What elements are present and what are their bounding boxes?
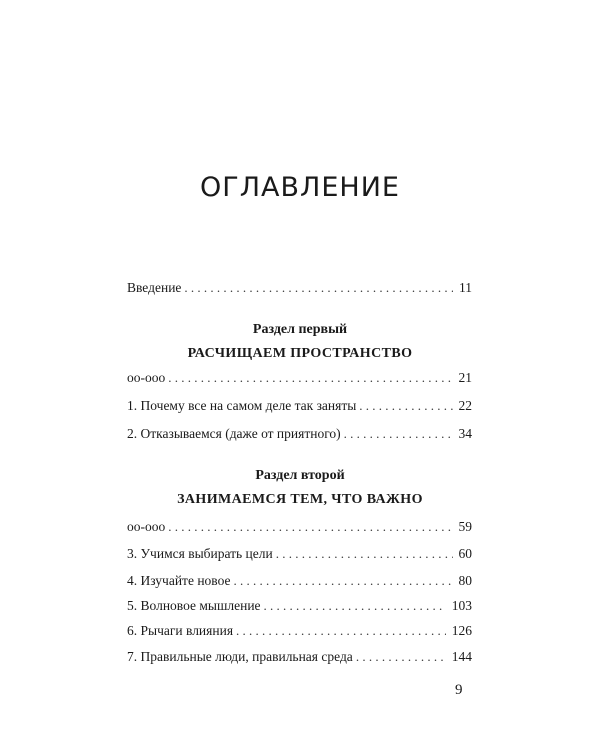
- toc-entry-page: 59: [458, 519, 472, 534]
- toc-entry-label: 7. Правильные люди, правильная среда: [127, 649, 353, 664]
- page-number: 9: [455, 682, 463, 698]
- toc-entry: [127, 426, 472, 446]
- toc-entry-page: 126: [451, 623, 472, 638]
- dot-leader: [236, 623, 446, 639]
- section-label: Раздел второй: [255, 468, 345, 483]
- dot-leader: [184, 280, 453, 296]
- toc-entry: [127, 398, 472, 418]
- toc-entry-page: 144: [451, 649, 472, 664]
- section-label: Раздел первый: [252, 322, 348, 337]
- dot-leader: [356, 649, 446, 665]
- toc-entry-page: 22: [458, 398, 472, 413]
- section-title: РАСЧИЩАЕМ ПРОСТРАНСТВО: [187, 346, 413, 361]
- toc-entry-label: 1. Почему все на самом деле так заняты: [127, 398, 357, 413]
- toc-entry: [127, 573, 472, 593]
- toc-entry-label: 2. Отказываемся (даже от приятного): [127, 426, 341, 441]
- toc-entry-page: 34: [458, 426, 472, 441]
- toc-entry: [127, 623, 472, 643]
- toc-entry-page: 80: [458, 573, 472, 588]
- toc-entry-label: оо-ооо: [127, 370, 166, 385]
- toc-entry-page: 60: [458, 546, 472, 561]
- dot-leader: [344, 426, 453, 442]
- dot-leader: [168, 370, 452, 386]
- toc-entry-label: 3. Учимся выбирать цели: [127, 546, 273, 561]
- dot-leader: [264, 598, 446, 614]
- toc-entry-label: 4. Изучайте новое: [127, 573, 231, 588]
- page-title: ОГЛАВЛЕНИЕ: [200, 172, 400, 203]
- toc-entry: [127, 649, 472, 669]
- toc-entry-page: 103: [451, 598, 472, 613]
- dot-leader: [168, 519, 452, 535]
- toc-entry-label: 5. Волновое мышление: [127, 598, 261, 613]
- toc-entry-label: 6. Рычаги влияния: [127, 623, 234, 638]
- toc-entry-label: Введение: [127, 280, 182, 295]
- toc-entry: [127, 370, 472, 390]
- section-title: ЗАНИМАЕМСЯ ТЕМ, ЧТО ВАЖНО: [177, 492, 423, 507]
- dot-leader: [359, 398, 452, 414]
- toc-entry: [127, 598, 472, 618]
- toc-entry: [127, 519, 472, 539]
- toc-entry: [127, 546, 472, 566]
- dot-leader: [234, 573, 453, 589]
- toc-entry-intro: [127, 280, 472, 300]
- toc-entry-label: оо-ооо: [127, 519, 166, 534]
- toc-entry-page: 21: [458, 370, 472, 385]
- dot-leader: [276, 546, 453, 562]
- toc-entry-page: 11: [459, 280, 472, 295]
